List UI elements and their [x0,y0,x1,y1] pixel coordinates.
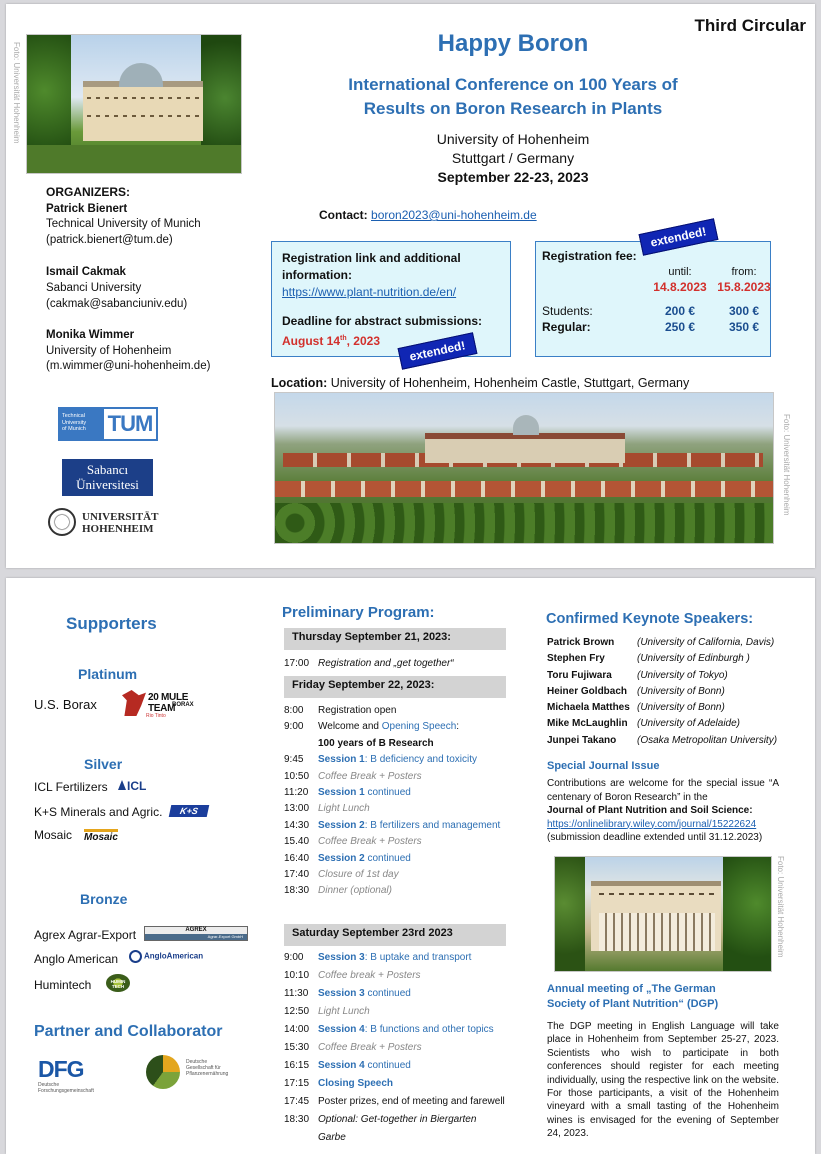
speaker-name: Toru Fujiwara [547,669,612,681]
tum-logo [58,407,158,441]
program-row [284,736,506,752]
program-row [284,834,506,850]
program-text: continued [364,1060,411,1071]
fee-value: 350 € [728,320,760,334]
contact-line [319,208,537,222]
journal-name: Journal of Plant Nutrition and Soil Science: [547,805,753,816]
program-row [284,1057,506,1075]
agrex-logo-text: AGREX [185,927,207,933]
program-day-friday [284,676,506,900]
supporter-anglo-american: Anglo American [34,952,119,966]
program-row [284,1075,506,1093]
program-session: Session 3 [318,952,365,963]
program-time: 12:50 [284,1006,310,1017]
program-row [284,703,506,719]
program-text: Light Lunch [318,803,370,815]
program-time: 18:30 [284,1114,310,1125]
borax-logo-text: 20 MULE TEAM [148,692,189,714]
program-text: Coffee break + Posters [318,970,421,981]
dgp-heading-line: Society of Plant Nutrition“ (DGP) [547,998,719,1010]
icl-logo [118,779,146,793]
circular-label: Third Circular [694,16,806,35]
program-session: Session 2 [318,819,365,831]
conference-subtitle-line1: International Conference on 100 Years of [348,75,678,94]
dgp-logo [146,1053,246,1093]
fee-heading: Registration fee: [542,249,637,263]
anglo-american-logo [129,950,203,963]
day-heading: Friday September 22, 2023: [284,676,506,698]
hohenheim-logo-text: UNIVERSITÄT [82,511,159,523]
program-row [284,949,506,967]
partner-heading: Partner and Collaborator [34,1023,223,1040]
deadline-label: Deadline for abstract submissions: [282,314,483,328]
icl-triangle-icon [118,780,126,790]
program-text: : B deficiency and toxicity [364,754,477,766]
supporter-humintech: Humintech [34,978,92,992]
extended-badge: extended! [639,218,719,255]
photo-credit-top: Foto: Universität Hohenheim [12,42,21,144]
organizer-email: (m.wimmer@uni-hohenheim.de) [46,360,211,373]
journal-text: Contributions are welcome for the special issue “A centenary of Boron Research” in the [547,778,779,803]
agrex-logo-subtext: Agrar-Export GmbH [145,934,247,940]
speaker-affiliation: (University of Adelaide) [637,718,741,730]
program-time: 14:30 [284,819,310,831]
mule-icon [122,690,146,716]
program-row [284,656,506,672]
program-text: Dinner (optional) [318,885,392,897]
dgp-text: Pflanzenernährung [186,1071,229,1077]
program-row [284,801,506,817]
keynote-speaker [547,733,777,749]
keynote-speaker [547,651,777,667]
program-text: Coffee Break + Posters [318,1042,422,1053]
program-text: 100 years of B Research [318,737,434,749]
dfg-text: Forschungsgemeinschaft [38,1088,94,1094]
program-row [284,867,506,883]
supporter-icl: ICL Fertilizers [34,780,108,794]
dgp-text: The DGP meeting in English Language will take place in Hohenheim from September 25-27, 2023. Scientists who wish to participate in both conferences should register for each meeting individually, using the respective link on the website. For those participants, a visit of the Hohenheim vineyard with a small tasting of the Hohenheim wines is envisaged for the evening of September 24, 2023. [547,1021,779,1140]
program-time: 17:15 [284,1078,310,1089]
platinum-heading: Platinum [78,666,138,682]
speaker-affiliation: (University of Bonn) [637,702,725,714]
fee-col2-label: from: [731,266,757,278]
location-text: University of Hohenheim, Hohenheim Castle, Stuttgart, Germany [330,376,690,390]
day-heading: Saturday September 23rd 2023 [284,924,506,946]
program-time: 17:00 [284,658,310,669]
fee-col2-date: 15.8.2023 [717,280,771,294]
program-time: 10:50 [284,770,310,782]
organizer-name: Ismail Cakmak [46,266,126,279]
program-text: : B fertilizers and management [364,819,501,831]
speaker-affiliation: (University of Bonn) [637,685,725,697]
fee-row-label: Students: [542,304,593,318]
speaker-affiliation: (University of California, Davis) [637,637,775,648]
castle-photo [26,34,242,174]
tum-mark: TUM [104,409,156,439]
program-session: Session 3 [318,988,365,999]
program-time: 9:45 [284,754,304,766]
deadline-sup: th [340,335,347,342]
program-text: Closure of 1st day [318,869,399,881]
sabanci-logo-text: Sabancı [86,462,129,477]
fee-value: 300 € [728,304,760,318]
flyer-page-2 [6,578,815,1154]
rio-tinto-text: Rio Tinto [146,713,166,719]
hohenheim-logo-text: HOHENHEIM [82,523,154,535]
dgp-heading-line: Annual meeting of „The German [547,983,716,995]
program-time: 13:00 [284,803,310,815]
hohenheim-logo [48,507,178,539]
ks-logo: K+S [169,805,210,817]
organizer [46,328,210,376]
program-text: Coffee Break + Posters [318,770,422,782]
program-text: Registration open [318,705,397,716]
program-row [284,967,506,985]
location-label: Location: [271,376,328,390]
tum-logo-text: of Munich [62,426,86,432]
program-time: 17:45 [284,1096,310,1107]
program-time: 16:15 [284,1060,310,1071]
tum-logo-text: Technical [62,413,85,419]
speaker-name: Heiner Goldbach [547,685,628,697]
keynote-speaker [547,668,777,684]
program-time: 9:00 [284,721,304,733]
location-line [271,376,689,390]
conference-title: Happy Boron [437,30,589,57]
journal-note: (submission deadline extended until 31.12.2023) [547,832,763,843]
registration-fee-box [535,241,771,357]
program-row [284,1021,506,1039]
venue-line2: Stuttgart / Germany [451,150,575,166]
journal-url-link[interactable]: https://onlinelibrary.wiley.com/journal/15222624 [547,818,757,830]
program-text: Registration and „get together“ [318,658,454,669]
photo-credit-bottom: Foto: Universität Hohenheim [782,414,791,516]
dfg-logo [38,1056,118,1100]
program-row [284,1039,506,1057]
program-text: Poster prizes, end of meeting and farewell [318,1096,505,1107]
supporter-ks: K+S Minerals and Agric. [34,805,163,819]
program-heading: Preliminary Program: [282,604,435,621]
program-row [284,1093,506,1111]
dgp-leaf-icon [146,1055,180,1089]
program-row [284,1111,506,1147]
speaker-affiliation: (Osaka Metropolitan University) [637,734,778,746]
program-row [284,1003,506,1021]
program-text: Coffee Break + Posters [318,836,422,848]
us-borax-logo [122,688,217,722]
keynote-heading: Confirmed Keynote Speakers: [546,611,754,627]
program-time: 15:30 [284,1042,310,1053]
program-time: 10:10 [284,970,310,981]
humintech-logo: HUMIN TECH [106,974,130,992]
program-text: : B functions and other topics [364,1024,494,1035]
program-time: 11:20 [284,787,309,799]
speaker-name: Michaela Matthes [547,702,630,714]
program-text: Welcome and [318,721,382,733]
fee-col1-label: until: [668,266,692,278]
program-row [284,785,506,801]
program-time [284,736,318,752]
program-time: 11:30 [284,988,309,999]
speaker-name: Mike McLaughlin [547,718,628,730]
anglo-american-icon [129,950,142,963]
supporters-heading-text: Supporters [66,614,157,633]
organizer-name: Monika Wimmer [46,328,135,341]
borax-logo-text: BORAX [172,702,194,708]
organizer-name: Patrick Bienert [46,202,128,215]
organizer-institution: University of Hohenheim [46,344,172,357]
fee-value: 250 € [664,320,696,334]
icl-logo-text: ICL [127,779,147,793]
program-session: Session 2 [318,852,365,864]
registration-box [271,241,511,357]
journal-section [547,777,779,845]
dgp-text: Deutsche [186,1059,208,1065]
program-day-thursday [284,628,506,672]
program-row [284,719,506,735]
program-time: 8:00 [284,705,304,716]
fee-col1-date: 14.8.2023 [653,280,707,294]
program-time: 9:00 [284,952,304,963]
program-row [284,883,506,899]
speaker-name: Patrick Brown [547,637,615,648]
deadline-year: , 2023 [346,334,380,348]
extended-badge: extended! [398,332,478,369]
bronze-heading: Bronze [80,891,128,907]
program-row [284,818,506,834]
tum-logo-text: University [62,419,87,426]
program-time: 16:40 [284,852,310,864]
program-row [284,851,506,867]
keynote-speaker [547,700,777,716]
program-text: continued [364,787,411,799]
registration-heading: Registration link and additional [282,251,461,265]
organizer-institution: Technical University of Munich [46,218,201,231]
registration-heading: information: [282,268,352,282]
journal-heading: Special Journal Issue [547,760,660,772]
program-session: Closing Speech [318,1078,394,1089]
dgp-text: Gesellschaft für [186,1065,221,1071]
supporter-us-borax: U.S. Borax [34,697,97,712]
contact-label: Contact: [319,208,368,222]
program-time: 15.40 [284,836,310,848]
anglo-american-logo-text: AngloAmerican [144,951,204,961]
program-text: Optional: Get-together in Biergarten Garbe [318,1114,477,1143]
program-day-saturday [284,924,506,1147]
keynote-speaker [547,684,777,700]
sabanci-logo-text: Üniversitesi [76,477,139,492]
mosaic-logo: Mosaic [84,829,118,843]
program-session: Session 1 [318,787,365,799]
program-time: 18:30 [284,885,310,897]
speaker-name: Junpei Takano [547,734,617,746]
organizer-email: (cakmak@sabanciuniv.edu) [46,297,188,310]
hohenheim-seal-icon [48,508,76,536]
organizers-section [46,184,210,375]
organizers-heading: ORGANIZERS: [46,185,130,199]
supporter-agrex: Agrex Agrar-Export [34,928,137,942]
speaker-name: Stephen Fry [547,653,605,665]
agrex-logo [144,926,248,941]
program-text: continued [364,988,411,999]
aerial-campus-photo [274,392,774,544]
program-time: 17:40 [284,869,310,881]
deadline-month: August 14 [282,334,341,348]
program-text: : [456,721,460,733]
dgp-heading [547,982,718,1012]
program-session: Opening Speech [381,721,457,733]
sabanci-logo [62,459,153,496]
flyer-page-1 [6,4,815,568]
dfg-mark: DFG [38,1056,84,1082]
program-text: continued [364,852,411,864]
speaker-affiliation: (University of Tokyo) [637,669,728,681]
program-text: Light Lunch [318,1006,370,1017]
silver-heading: Silver [84,756,123,772]
supporters-heading [66,614,157,634]
building-photo [554,856,772,972]
program-row [284,985,506,1003]
day-heading: Thursday September 21, 2023: [284,628,506,650]
photo-credit-right: Foto: Universität Hohenheim [776,856,785,958]
dfg-text: Deutsche [38,1082,60,1088]
registration-url-link[interactable]: https://www.plant-nutrition.de/en/ [282,285,457,299]
program-session: Session 4 [318,1060,365,1071]
keynote-speaker [547,635,777,651]
conference-dates: September 22-23, 2023 [437,169,589,185]
fee-value: 200 € [664,304,696,318]
program-row [284,769,506,785]
conference-subtitle-line2: Results on Boron Research in Plants [363,99,663,118]
organizer-institution: Sabanci University [46,281,142,294]
fee-row-label: Regular: [542,320,591,334]
program-text: : B uptake and transport [364,952,472,963]
program-time: 14:00 [284,1024,310,1035]
program-session: Session 4 [318,1024,365,1035]
contact-email-link[interactable]: boron2023@uni-hohenheim.de [371,208,537,222]
program-session: Session 1 [318,754,365,766]
keynote-speaker [547,716,777,732]
organizer-email: (patrick.bienert@tum.de) [46,234,173,247]
organizer [46,265,210,313]
program-row [284,752,506,768]
keynote-speaker-list [547,635,777,749]
venue-line1: University of Hohenheim [436,131,590,147]
supporter-mosaic: Mosaic [34,828,73,842]
organizer [46,202,210,250]
speaker-affiliation: (University of Edinburgh ) [637,653,750,665]
